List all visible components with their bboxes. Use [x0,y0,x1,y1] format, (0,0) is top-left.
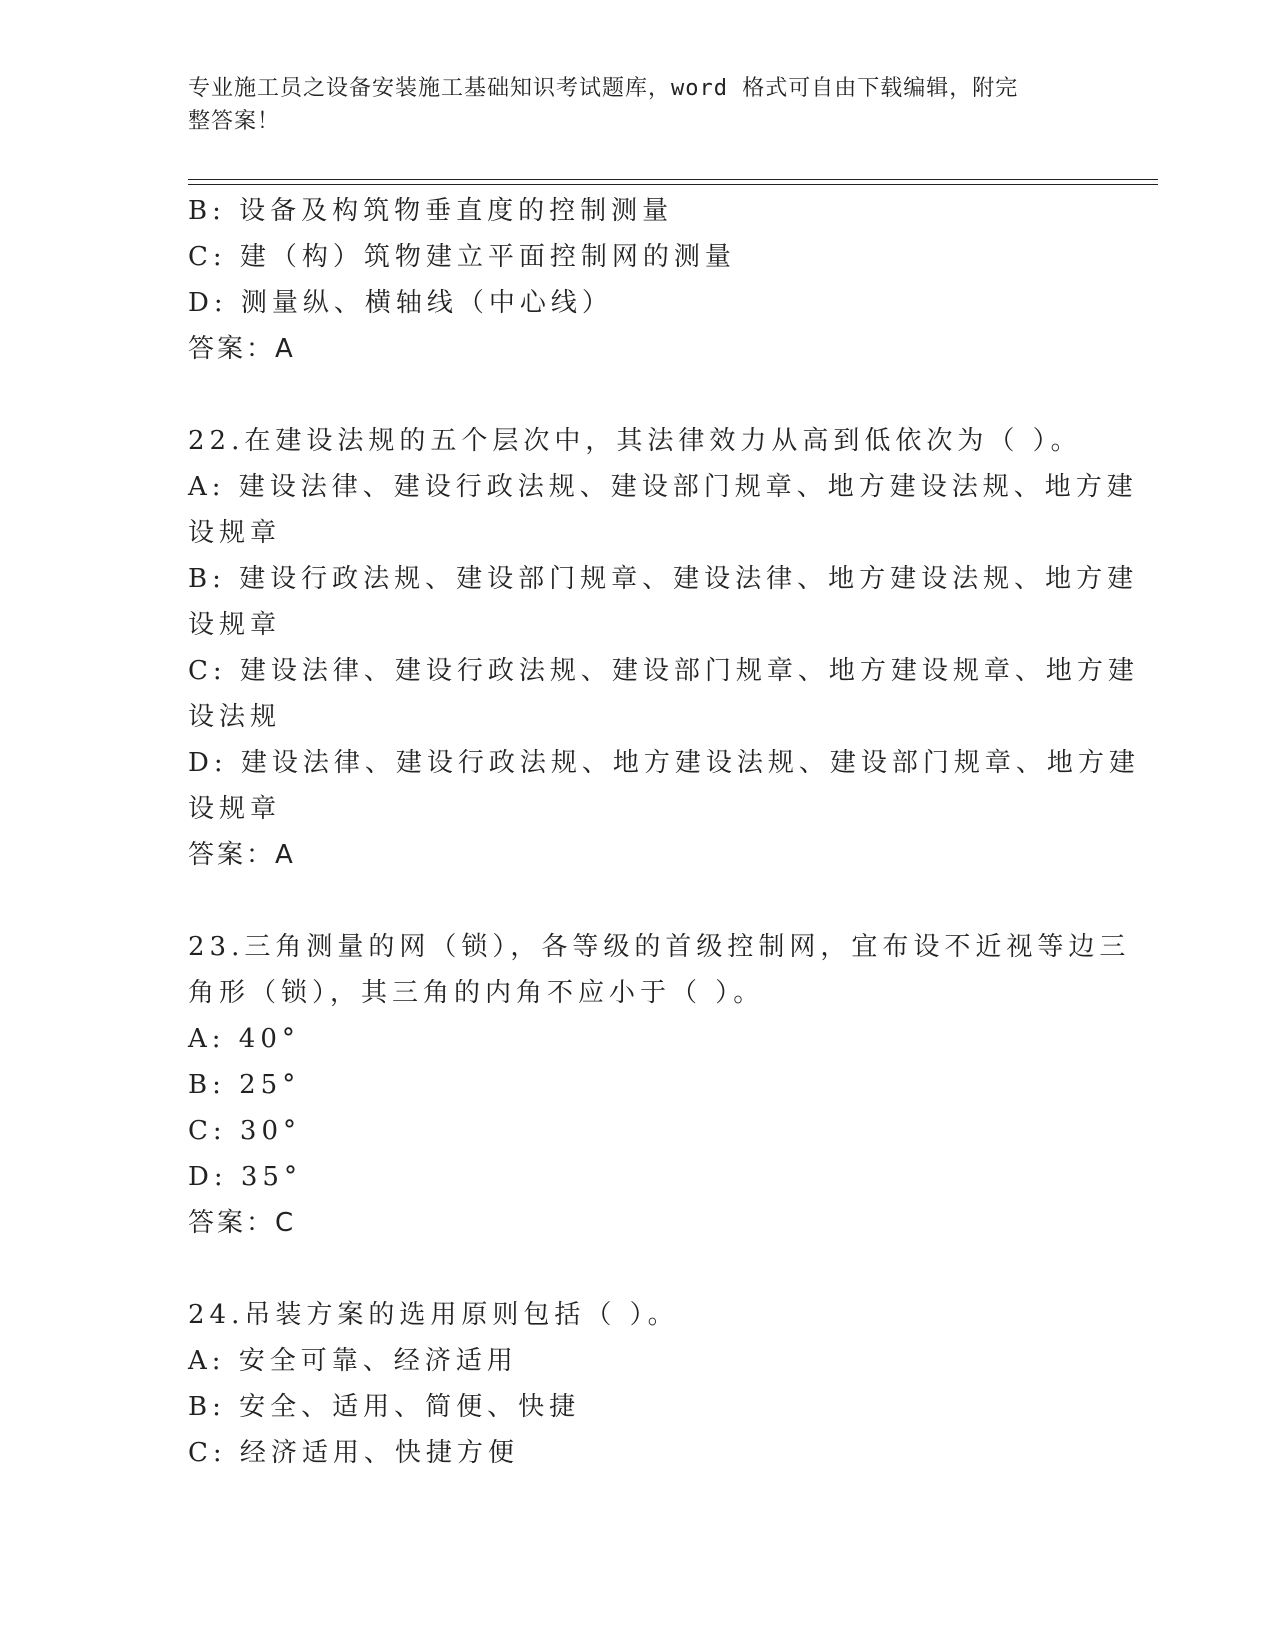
document-header [188,72,1088,138]
q22-option-b-line2: 设规章 [188,610,282,640]
q23-option-c: C: 30° [188,1116,302,1146]
q24-option-a: A: 安全可靠、经济适用 [188,1346,518,1376]
question-content [188,188,1140,1476]
spacer [188,878,1088,924]
q21-option-c: C: 建（构）筑物建立平面控制网的测量 [188,242,736,272]
q22-option-c-line2: 设法规 [188,702,282,732]
q24-option-c: C: 经济适用、快捷方便 [188,1438,519,1468]
q21-answer: 答案：A [188,334,296,364]
q22-option-a-line2: 设规章 [188,518,282,548]
q24-question: 24.吊装方案的选用原则包括（ ）。 [188,1300,679,1330]
q23-answer: 答案：C [188,1208,297,1238]
q24-option-b: B: 安全、适用、简便、快捷 [188,1392,581,1422]
header-rule-top [188,179,1158,180]
header-line-2: 整答案！ [188,109,281,134]
q23-question-line1: 23.三角测量的网（锁），各等级的首级控制网，宜布设不近视等边三 [188,932,1131,962]
header-line-1: 专业施工员之设备安装施工基础知识考试题库，word 格式可自由下载编辑，附完 [188,76,1019,101]
q22-option-c-line1: C: 建设法律、建设行政法规、建设部门规章、地方建设规章、地方建 [188,656,1139,686]
q23-option-b: B: 25° [188,1070,301,1100]
q22-option-d-line1: D: 建设法律、建设行政法规、地方建设法规、建设部门规章、地方建 [188,748,1140,778]
q22-option-d-line2: 设规章 [188,794,282,824]
spacer [188,372,1088,418]
q22-option-b-line1: B: 建设行政法规、建设部门规章、建设法律、地方建设法规、地方建 [188,564,1139,594]
q22-option-a-line1: A: 建设法律、建设行政法规、建设部门规章、地方建设法规、地方建 [188,472,1138,502]
spacer [188,1246,1088,1292]
q23-question-line2: 角形（锁），其三角的内角不应小于（ ）。 [188,978,765,1008]
q22-answer: 答案：A [188,840,296,870]
q21-option-b: B: 设备及构筑物垂直度的控制测量 [188,196,674,226]
header-rule-bottom [188,184,1158,185]
q23-option-d: D: 35° [188,1162,302,1192]
q23-option-a: A: 40° [188,1024,300,1054]
q21-option-d: D: 测量纵、横轴线（中心线） [188,288,613,318]
q22-question: 22.在建设法规的五个层次中，其法律效力从高到低依次为（ ）。 [188,426,1082,456]
